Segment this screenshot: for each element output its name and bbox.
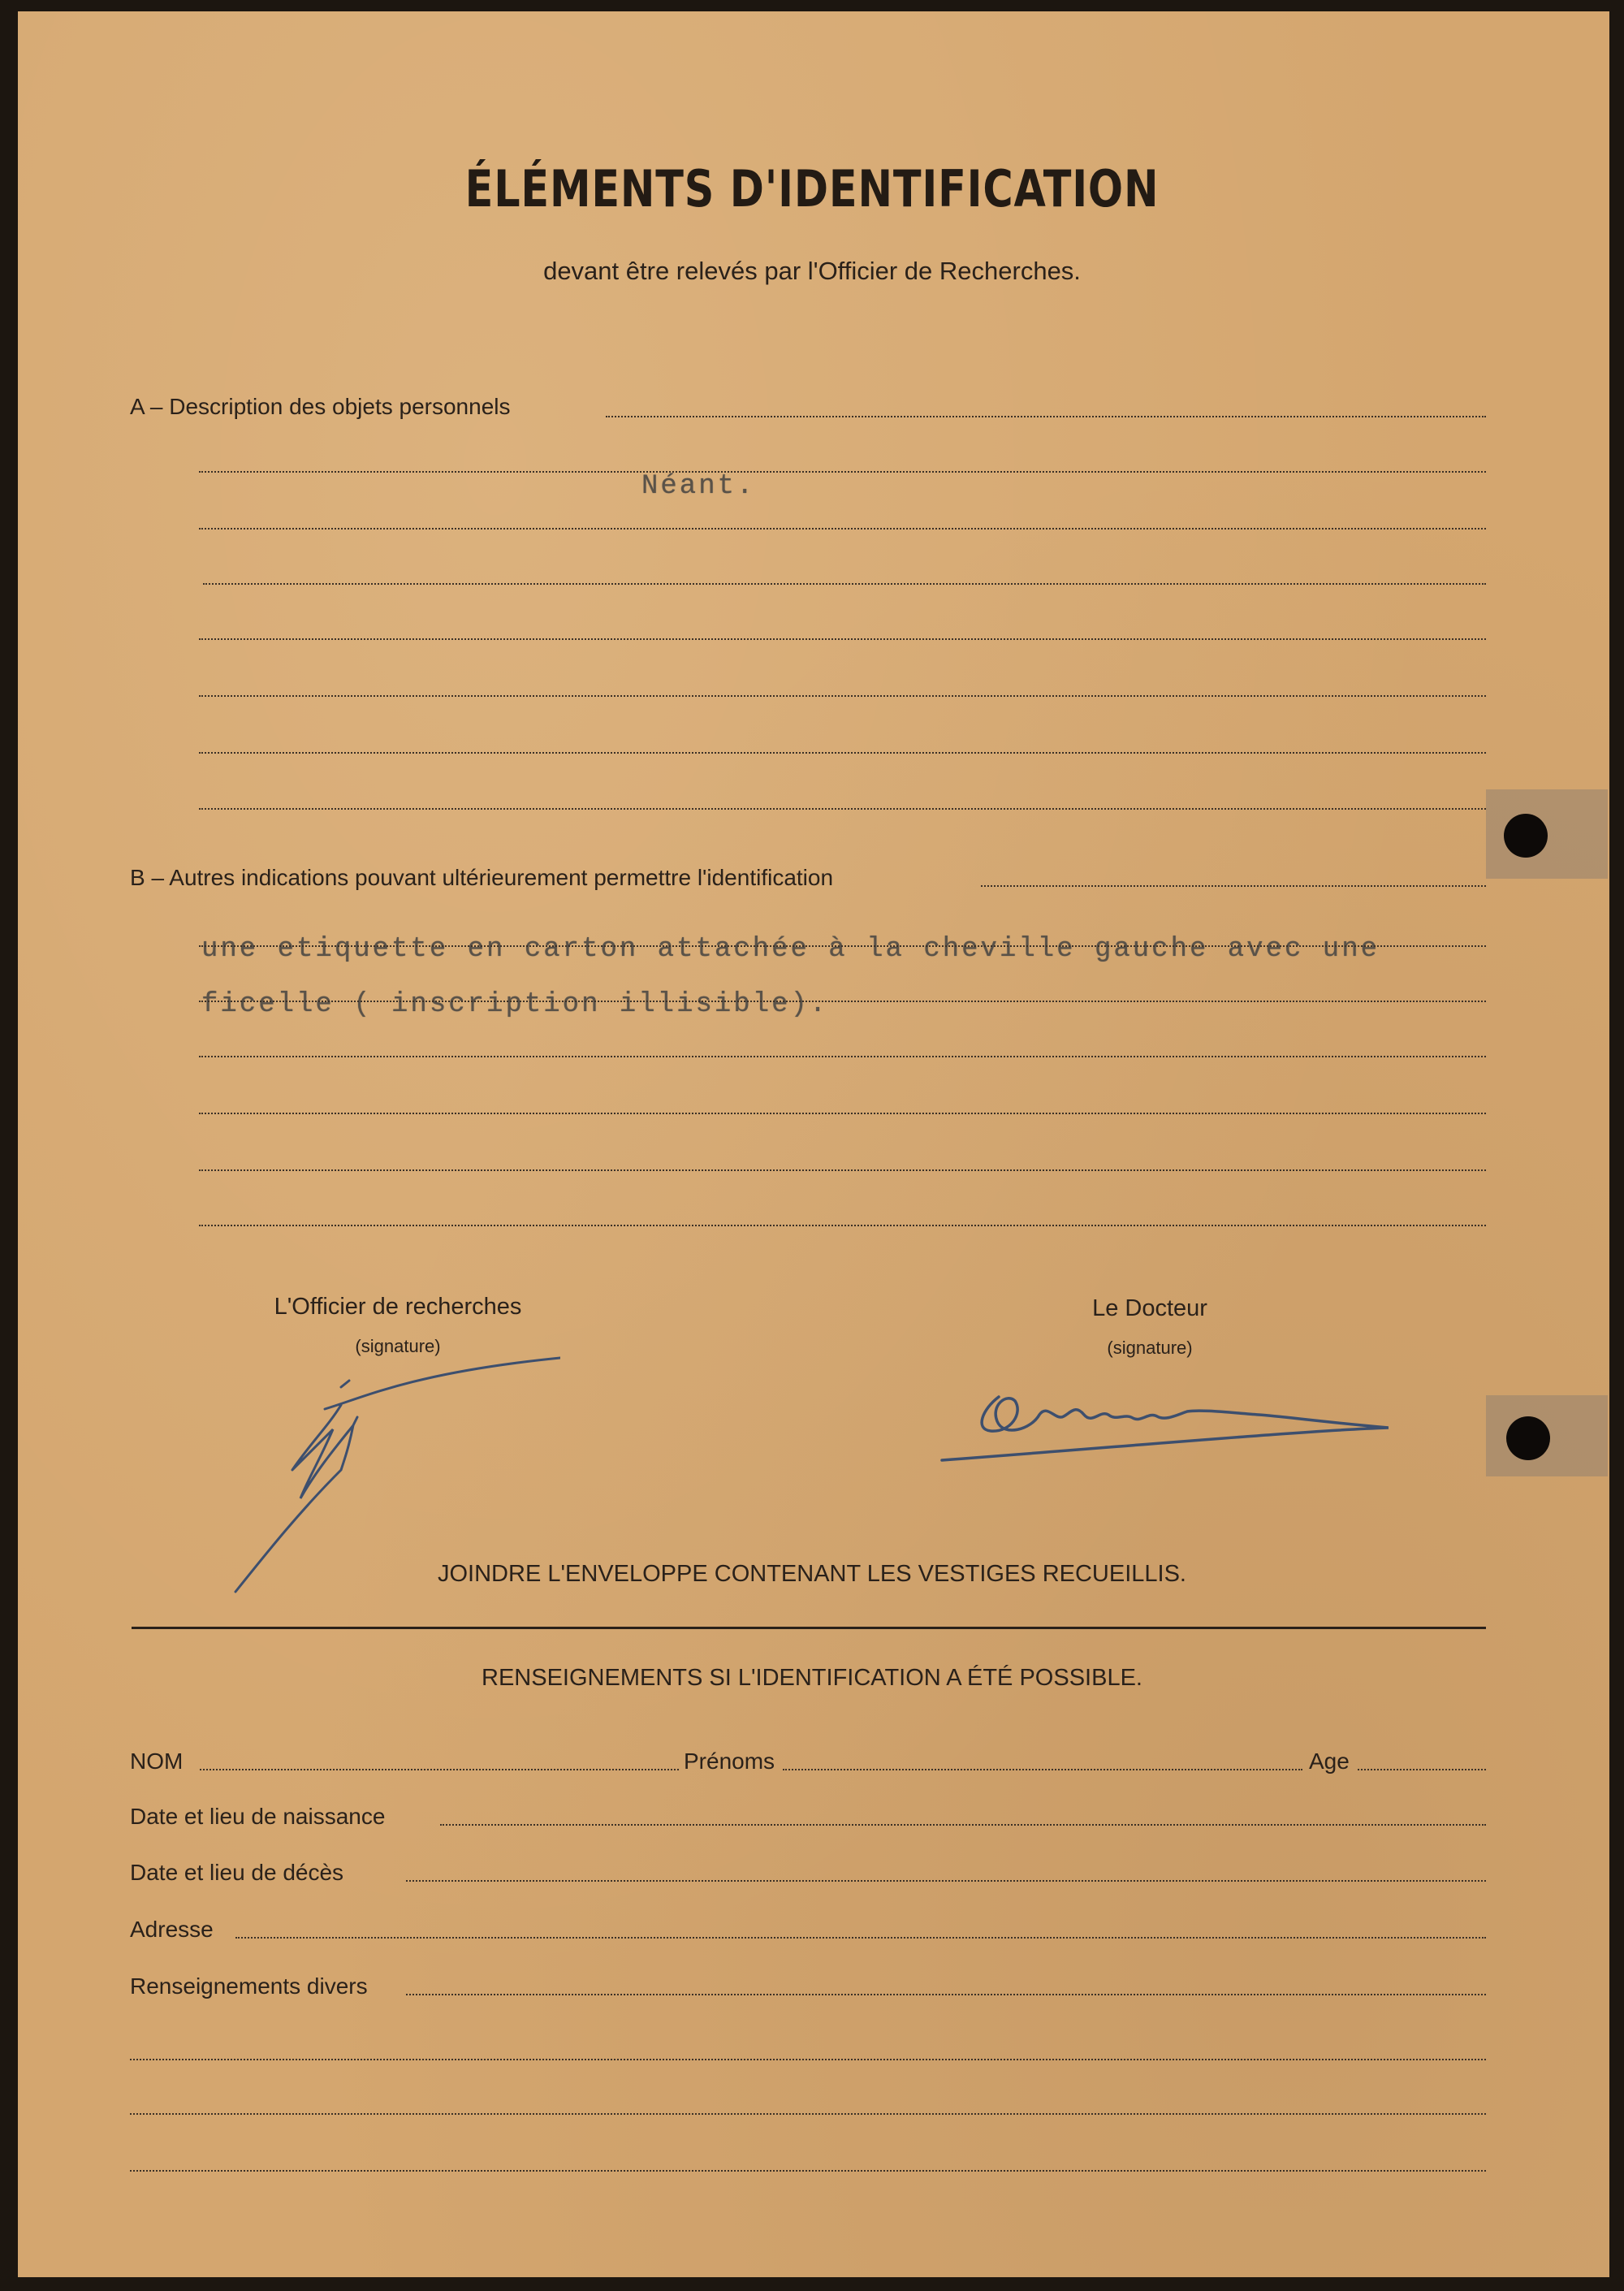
adresse-label: Adresse: [130, 1917, 214, 1942]
section-b-line-1[interactable]: [981, 885, 1486, 887]
separator-rule: [132, 1627, 1486, 1629]
nom-field[interactable]: [200, 1769, 679, 1770]
divers-field-line-1[interactable]: [406, 1994, 1486, 1995]
officer-signature-title: L'Officier de recherches: [274, 1294, 522, 1320]
divers-field-line-2[interactable]: [130, 2059, 1486, 2060]
section-a-line-5[interactable]: [199, 638, 1486, 640]
section-a-line-1[interactable]: [606, 416, 1486, 417]
section-a-line-7[interactable]: [199, 752, 1486, 754]
doctor-signature-caption: (signature): [1107, 1338, 1193, 1358]
section-b-line-7[interactable]: [199, 1225, 1486, 1226]
section-b-line-4[interactable]: [199, 1056, 1486, 1057]
divers-field-line-4[interactable]: [130, 2170, 1486, 2172]
section-a-line-3[interactable]: [199, 528, 1486, 530]
section-b-line-6[interactable]: [199, 1169, 1486, 1171]
divers-label: Renseignements divers: [130, 1973, 368, 1999]
punch-hole-bottom: [1506, 1416, 1550, 1460]
naissance-label: Date et lieu de naissance: [130, 1804, 386, 1829]
age-field[interactable]: [1358, 1769, 1486, 1770]
section-a-line-2[interactable]: [199, 471, 1486, 473]
envelope-note: JOINDRE L'ENVELOPPE CONTENANT LES VESTIGES RECUEILLIS.: [438, 1561, 1186, 1587]
deces-field[interactable]: [406, 1880, 1486, 1882]
section-a-typed-text: Néant.: [641, 471, 756, 502]
nom-label: NOM: [130, 1749, 184, 1774]
section-b-line-3[interactable]: [199, 1001, 1486, 1002]
section-b-label: B – Autres indications pouvant ultérieurement permettre l'identification: [130, 865, 834, 890]
section-b-line-5[interactable]: [199, 1113, 1486, 1114]
punch-hole-top: [1504, 814, 1548, 858]
section-b-typed-line-2: ficelle ( inscription illisible).: [201, 989, 829, 1020]
section-a-line-4[interactable]: [203, 583, 1486, 585]
doctor-signature-title: Le Docteur: [1092, 1295, 1207, 1321]
section-b-line-2[interactable]: [199, 945, 1486, 947]
form-title: ÉLÉMENTS D'IDENTIFICATION: [464, 159, 1160, 218]
adresse-field[interactable]: [235, 1937, 1486, 1939]
section-a-label: A – Description des objets personnels: [130, 394, 511, 419]
prenoms-label: Prénoms: [684, 1749, 775, 1774]
officer-signature-caption: (signature): [355, 1336, 441, 1356]
age-label: Age: [1309, 1749, 1350, 1774]
deces-label: Date et lieu de décès: [130, 1860, 344, 1885]
form-subtitle: devant être relevés par l'Officier de Recherches.: [543, 257, 1081, 285]
section-b-typed-line-1: une etiquette en carton attachée à la cheville gauche avec une: [201, 934, 1380, 965]
divers-field-line-3[interactable]: [130, 2113, 1486, 2115]
section-a-line-8[interactable]: [199, 808, 1486, 810]
identification-heading: RENSEIGNEMENTS SI L'IDENTIFICATION A ÉTÉ POSSIBLE.: [482, 1665, 1142, 1691]
doctor-signature: [934, 1364, 1389, 1478]
naissance-field[interactable]: [440, 1824, 1486, 1826]
prenoms-field[interactable]: [783, 1769, 1302, 1770]
section-a-line-6[interactable]: [199, 695, 1486, 697]
